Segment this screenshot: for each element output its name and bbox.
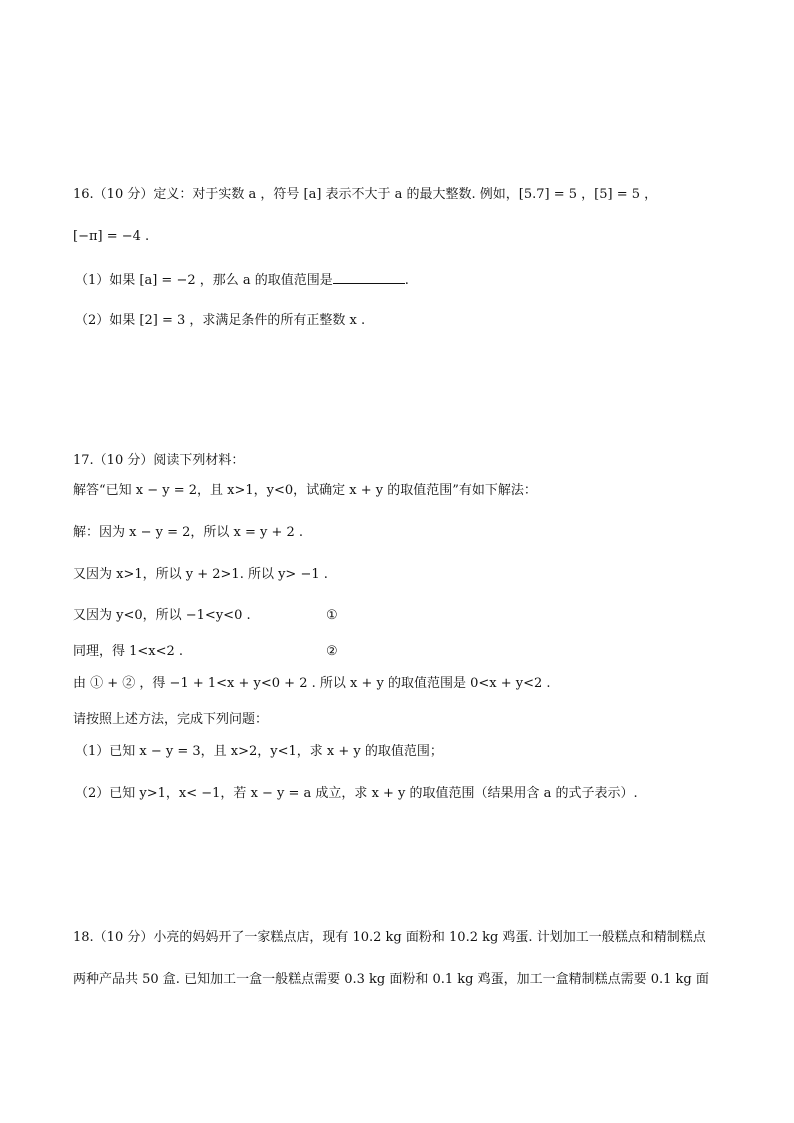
q16-part-1	[75, 270, 409, 290]
q17-step-4: 同理，得 1<x<2 .	[73, 644, 184, 659]
q17-step-5: 由 ① + ② ，得 −1 + 1<x + y<0 + 2 . 所以 x + y 的取值范围是 0<x + y<2 .	[73, 676, 551, 691]
q16-line-1: 16.（10 分）定义：对于实数 a ，符号 [a] 表示不大于 a 的最大整数. 例如，[5.7] = 5 ，[5] = 5 ，	[73, 187, 658, 202]
q17-step-2: 又因为 x>1，所以 y + 2>1. 所以 y> −1 .	[73, 567, 328, 582]
q16-part-2: （2）如果 [2] = 3 ，求满足条件的所有正整数 x .	[75, 313, 366, 328]
q16-line-2: [−π] = −4 .	[73, 229, 150, 244]
q16-part-1-text: （1）如果 [a] = −2 ，那么 a 的取值范围是	[75, 273, 333, 288]
answer-blank	[333, 270, 405, 284]
q16-part-1-end: .	[404, 273, 409, 288]
circled-mark-1: ①	[326, 608, 338, 623]
q17-step-1: 解：因为 x − y = 2，所以 x = y + 2 .	[73, 525, 304, 540]
q17-instruction: 请按照上述方法，完成下列问题：	[73, 712, 269, 727]
q18-line-2: 两种产品共 50 盒. 已知加工一盒一般糕点需要 0.3 kg 面粉和 0.1 kg 鸡蛋，加工一盒精制糕点需要 0.1 kg 面	[73, 972, 709, 987]
q17-part-1: （1）已知 x − y = 3，且 x>2，y<1，求 x + y 的取值范围；	[75, 744, 443, 759]
q17-step-3: 又因为 y<0，所以 −1<y<0 .	[73, 608, 251, 623]
q17-intro: 解答“已知 x − y = 2，且 x>1，y<0，试确定 x + y 的取值范围”有如下解法：	[73, 483, 537, 498]
q17-header: 17.（10 分）阅读下列材料：	[73, 453, 245, 468]
q17-part-2: （2）已知 y>1，x< −1，若 x − y = a 成立，求 x + y 的取值范围（结果用含 a 的式子表示）.	[75, 786, 638, 801]
q18-line-1: 18.（10 分）小亮的妈妈开了一家糕点店，现有 10.2 kg 面粉和 10.2 kg 鸡蛋. 计划加工一般糕点和精制糕点	[73, 930, 706, 945]
circled-mark-2: ②	[326, 644, 338, 659]
